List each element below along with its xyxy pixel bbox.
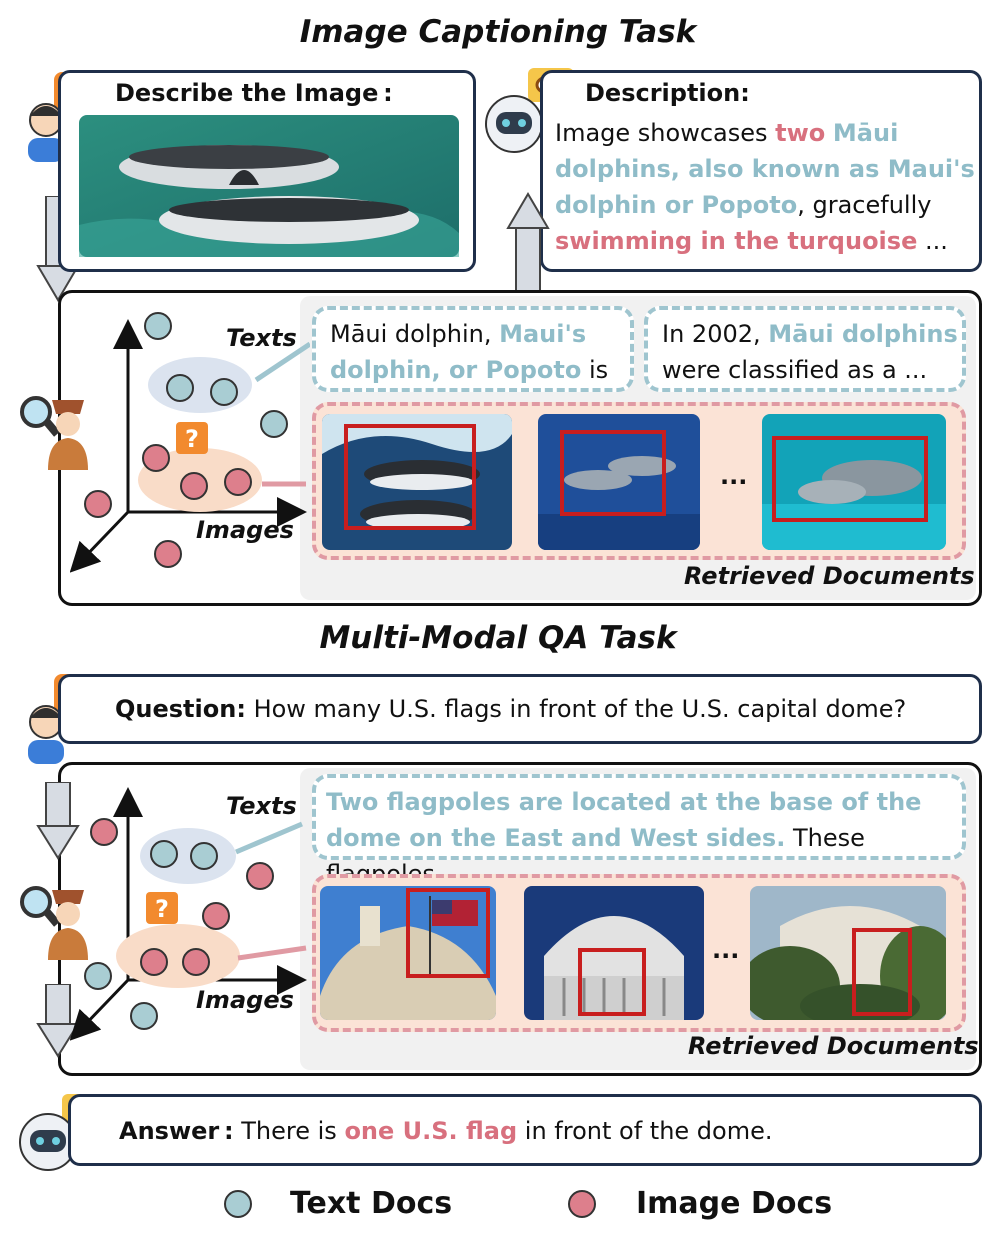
axis-texts-1: Texts <box>226 324 297 352</box>
text-doc-2 <box>644 306 966 392</box>
desc-part-3: Māui dolphins, also known as Maui's dolphin or Popoto <box>555 119 975 219</box>
desc-part-6: ... <box>917 227 948 255</box>
desc-part-5: swimming in the turquoise <box>555 227 918 255</box>
text-doc-3 <box>312 774 966 860</box>
desc-part-1: Image showcases <box>555 119 776 147</box>
answer-box <box>68 1094 982 1166</box>
bbox-2c <box>852 928 912 1016</box>
text-doc-3-part-b: These <box>792 824 865 852</box>
question-label: Question: <box>115 695 246 723</box>
bbox-2a <box>406 888 490 978</box>
axis-images-1: Images <box>196 516 294 544</box>
question-mark-icon: ? <box>185 425 199 453</box>
desc-part-4: , gracefully <box>797 191 932 219</box>
legend-image-docs: Image Docs <box>636 1186 833 1221</box>
description-box <box>540 70 982 272</box>
bbox-1c <box>772 436 928 522</box>
qa-title: Multi-Modal QA Task <box>319 620 677 656</box>
image-docs-legend-dot <box>566 1188 598 1220</box>
text-docs-legend-dot <box>222 1188 254 1220</box>
embedding-space-2 <box>70 780 310 1060</box>
dolphin-input-image <box>79 115 459 257</box>
axis-texts-2: Texts <box>226 792 297 820</box>
retrieved-image-capitol-3 <box>750 886 946 1020</box>
up-arrow-icon <box>506 190 550 302</box>
bbox-1b <box>560 430 666 516</box>
axis-images-2: Images <box>196 986 294 1014</box>
bbox-2b <box>578 948 646 1016</box>
answer-part-c: in front of the dome. <box>517 1117 773 1145</box>
ellipsis-2: ... <box>712 936 740 964</box>
question-box <box>58 674 982 744</box>
describe-image-box <box>58 70 476 272</box>
ellipsis-1: ... <box>720 462 748 490</box>
text-doc-3-part-a: Two flagpoles are located at the base of the dome on the East and West sides. <box>326 788 922 852</box>
answer-label: Answer : <box>119 1117 234 1145</box>
text-doc-2-part-c: were classified as a ... <box>662 356 928 384</box>
answer-part-a: There is <box>241 1117 345 1145</box>
text-doc-1-part-a: Māui dolphin, <box>330 320 500 348</box>
answer-part-b: one U.S. flag <box>344 1117 518 1145</box>
text-doc-2-part-b: Māui dolphins <box>768 320 958 348</box>
text-doc-1-part-b: Maui's dolphin, or Popoto <box>330 320 587 384</box>
bbox-1a <box>344 424 476 530</box>
describe-label: Describe the Image : <box>115 79 393 107</box>
description-text <box>555 115 977 259</box>
legend-text-docs: Text Docs <box>290 1186 453 1221</box>
question-text: How many U.S. flags in front of the U.S. capital dome? <box>253 695 907 723</box>
question-mark-icon-2: ? <box>155 895 169 923</box>
retrieved-label-1: Retrieved Documents <box>684 562 975 590</box>
retrieved-label-2: Retrieved Documents <box>688 1032 979 1060</box>
description-label: Description: <box>585 79 750 107</box>
desc-part-2: two <box>775 119 826 147</box>
captioning-title: Image Captioning Task <box>299 14 697 50</box>
text-doc-1 <box>312 306 634 392</box>
text-doc-2-part-a: In 2002, <box>662 320 769 348</box>
text-doc-1-part-c: is <box>588 356 609 384</box>
